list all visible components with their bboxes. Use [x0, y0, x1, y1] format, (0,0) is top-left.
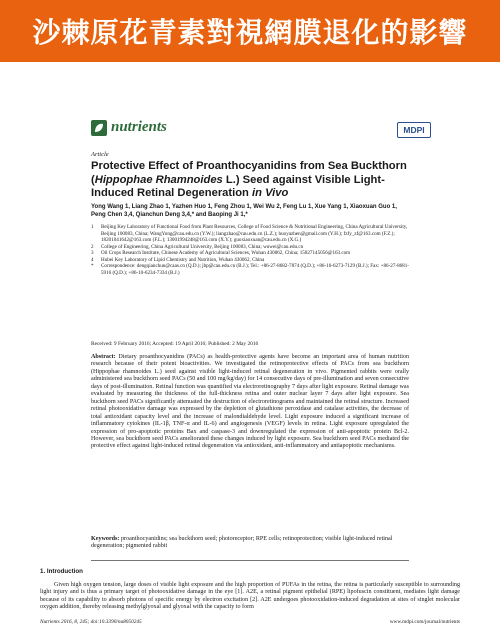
abstract — [91, 354, 409, 451]
intro-paragraph: Given high oxygen tension, large doses of visible light exposure and the high proportion of PUFAs in the retina, the retina is particularly susceptible to surrounding light injury and is thus a primary target of photooxidative damage in the eye [1]. A2E, a retinal pigment epithelial (RPE) lipofuscin constituent, mediates light damage because of its capability to absorb photons of specific energy by electron excitation [2]. A2E undergoes photooxidation-induced degradation at sites of singlet molecular oxygen addition, thereby releasing methylglyoxal and glyoxal with the capacity to form — [40, 582, 460, 611]
affiliation-item: 1 Beijing Key Laboratory of Functional Food from Plant Resources, College of Food Science & Nutritional Engineering, China Agricultural University, Beijing 100083, China; WangYong@cau.edu.cn (Y.W.); liangzhao@cau.edu.cn (L.Z.); huoyazhen@gmail.com (Y.H.); fzfy_zf@163.com (F.Z.); 18201041642@163.com (F.L.); 13001994248@163.com (X.Y.); guoxiaoxuan@cau.edu.cn (X.G.) — [91, 224, 408, 243]
footer-url: www.mdpi.com/journal/nutrients — [389, 619, 460, 625]
abstract-label: Abstract: — [91, 354, 116, 360]
banner-title: 沙棘原花青素對視網膜退化的影響 — [32, 16, 468, 49]
section-heading: 1. Introduction — [40, 568, 83, 575]
paper-page — [0, 62, 500, 632]
affiliation-item: 4 Hubei Key Laboratory of Lipid Chemistry and Nutrition, Wuhan 430062, China — [91, 256, 265, 263]
nutrients-leaf-icon — [91, 120, 107, 136]
article-type: Article — [91, 151, 109, 158]
affiliations — [91, 224, 409, 276]
mdpi-logo: MDPI — [397, 122, 431, 138]
abstract-text: Dietary proanthocyanidins (PACs) as health-protective agents have become an important area of human nutrition research because of their potent bioactivities. We investigated the retinoprotective effects of PACs from sea buckthorn (Hippophae rhamnoides L.) seed against visible light-induced retinal degeneration in vivo. Pigmented rabbits were orally administered sea buckthorn seed PACs (50 and 100 mg/kg/day) for 14 consecutive days of pre-illumination and seven consecutive days of post-illumination. Retinal function was quantified via electroretinography 7 days after light exposure. Retinal damage was evaluated by measuring the thickness of the full-thickness retina and outer nuclear layer 7 days after light exposure. Sea buckthorn seed PACs significantly attenuated the destruction of electroretinograms and maintained the retinal structure. Increased retinal photooxidative damage was expressed by the depletion of glutathione peroxidase and catalase activities, the decrease of total antioxidant capacity level and the increase of malondialdehyde level. Light exposure induced a significant increase of inflammatory cytokines (IL-1β, TNF-α and IL-6) and angiogenesis (VEGF) levels in retina. Light exposure upregulated the expression of pro-apoptotic proteins Bax and caspase-3 and downregulated the expression of anti-apoptotic protein Bcl-2. However, sea buckthorn seed PACs ameliorated these changes induced by light exposure. Sea buckthorn seed PACs mediated the protective effect against light-induced retinal degeneration via antioxidant, anti-inflammatory and antiapoptotic mechanisms. — [91, 354, 410, 450]
page-footer — [40, 619, 460, 625]
publication-dates: Received: 9 February 2016; Accepted: 19 April 2016; Published: 2 May 2016 — [91, 341, 259, 347]
divider — [91, 560, 409, 561]
keywords-text: proanthocyanidins; sea buckthorn seed; photoreceptor; RPE cells; retinoprotection; visible light-induced retinal degeneration; pigmented rabbit — [91, 536, 393, 550]
author-list: Yong Wang 1, Liang Zhao 1, Yazhen Huo 1, Feng Zhou 1, Wei Wu 2, Feng Lu 1, Xue Yang 1, Xiaoxuan Guo 1, Peng Chen 3,4, Qianchun Deng 3,4,* and Baoping Ji 1,* — [91, 204, 397, 218]
journal-name: nutrients — [111, 119, 167, 135]
article-title: Protective Effect of Proanthocyanidins from Sea Buckthorn (Hippophae Rhamnoides L.) Seed against Visible Light-Induced Retinal Degeneration in Vivo — [91, 160, 407, 200]
affiliation-item: 2 College of Engineering, China Agricultural University, Beijing 100083, China; wuwei@cau.edu.cn — [91, 243, 304, 250]
keywords-label: Keywords: — [91, 536, 120, 542]
affiliation-item: 3 Oil Crops Research Institute, Chinese Academy of Agricultural Sciences, Wuhan 430062, China; 15827145056@163.com — [91, 250, 351, 256]
title-banner — [0, 0, 500, 62]
footer-citation: Nutrients 2016, 8, 245; doi:10.3390/nu8050245 — [40, 619, 142, 625]
keywords — [91, 536, 409, 551]
affiliation-item: * Correspondence: dengqianchun@caas.cn (Q.D.); jbp@cau.edu.cn (B.J.); Tel.: +86-27-8682-7874 (Q.D.); +86-10-6273-7129 (B.J.); Fax: +86-27-8681-5916 (Q.D.); +86-10-6234-7334 (B.J.) — [91, 263, 409, 276]
journal-logo — [91, 119, 167, 136]
